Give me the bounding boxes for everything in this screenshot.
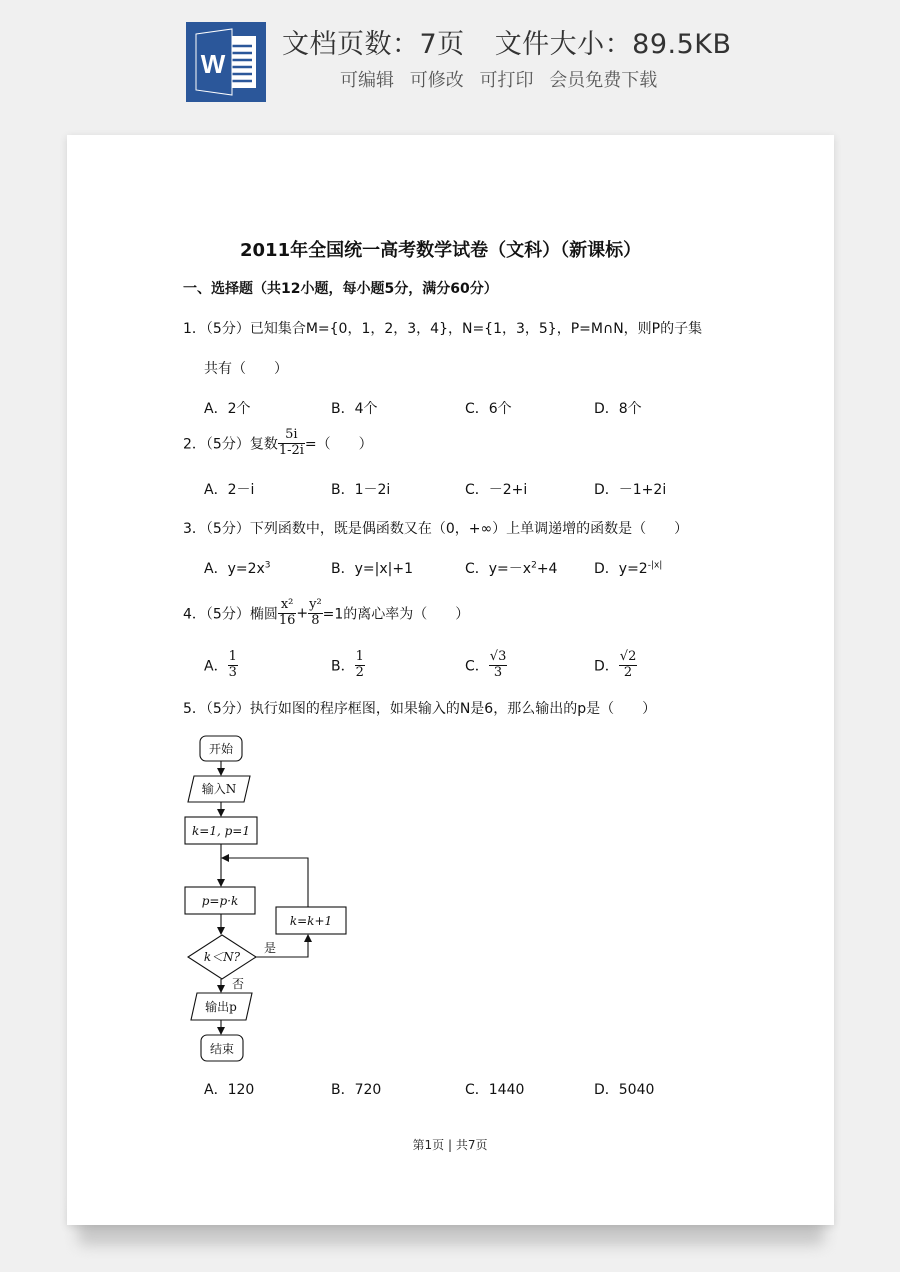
q4-option-b [331, 650, 365, 681]
word-icon-letter: W [200, 49, 226, 79]
download-header [0, 0, 900, 120]
q4-option-c-label: C． [465, 658, 489, 675]
q4-option-d-num: √2 [619, 649, 637, 664]
q1-option-b: B．4个 [331, 401, 378, 417]
word-document-icon [186, 22, 266, 102]
q1-option-c: C．6个 [465, 401, 512, 417]
program-flowchart [180, 730, 360, 1066]
q4-prefix: 4．（5分）椭圆 [183, 606, 278, 623]
q4-option-a [204, 650, 238, 681]
q4-fraction-y [308, 598, 323, 629]
q4-option-a-den: 3 [228, 664, 237, 680]
q5-option-d: D．5040 [594, 1082, 655, 1098]
feature-printable: 可打印 [479, 70, 534, 91]
q1-option-a: A．2个 [204, 401, 251, 417]
flow-multiply-label: p=p·k [201, 894, 239, 908]
q4-option-a-num: 1 [228, 649, 237, 664]
q3-option-c [465, 558, 557, 578]
feature-editable: 可编辑 [340, 70, 394, 91]
q4-plus: + [296, 605, 309, 622]
q4-option-d-label: D． [594, 658, 619, 675]
q4-f1-den: 16 [278, 612, 296, 628]
section-heading: 一、选择题（共12小题，每小题5分，满分60分） [183, 281, 498, 297]
q3-option-c-text: C．y=－x [465, 561, 532, 577]
q3-option-c-sup: 2 [531, 560, 537, 571]
q4-option-c-num: √3 [489, 649, 507, 664]
q1-option-d: D．8个 [594, 401, 642, 417]
page-count-label: 文档页数：7页 [282, 29, 465, 60]
q3-option-d [594, 558, 662, 578]
q4-option-d-den: 2 [623, 664, 633, 680]
flow-end-label: 结束 [209, 1042, 235, 1056]
q4-f2-num: y² [309, 597, 322, 612]
header-title [282, 22, 732, 61]
flow-output-label: 输出p [205, 1000, 237, 1014]
flow-start-label: 开始 [208, 742, 234, 756]
q3-option-a-text: A．y=2x [204, 561, 265, 577]
q2-option-c: C．－2+i [465, 482, 528, 498]
q4-suffix: =1的离心率为（ ） [322, 606, 470, 623]
exam-title: 2011年全国统一高考数学试卷（文科）（新课标） [240, 240, 642, 261]
q4-f1-num: x² [278, 598, 297, 614]
q2-prefix: 2．（5分）复数 [183, 436, 278, 453]
q4-fraction-x [278, 598, 297, 629]
flow-input-label: 输入N [201, 782, 237, 796]
question-1-text: 1．（5分）已知集合M={0，1，2，3，4}，N={1，3，5}，P=M∩N，则P的子集 [183, 321, 703, 337]
q5-option-b: B．720 [331, 1082, 382, 1098]
question-3-text: 3．（5分）下列函数中，既是偶函数又在（0，+∞）上单调递增的函数是（ ） [183, 521, 689, 537]
q3-option-b [331, 558, 413, 578]
q4-option-c-den: 3 [493, 664, 503, 680]
q4-option-c [465, 650, 507, 681]
feature-list [340, 66, 667, 92]
q2-fraction [278, 428, 305, 459]
q5-option-c: C．1440 [465, 1082, 525, 1098]
q4-option-c-frac [489, 650, 508, 681]
q4-option-a-label: A． [204, 658, 228, 675]
q3-option-c-tail: +4 [536, 561, 558, 577]
flow-yes-label: 是 [264, 941, 277, 955]
q2-frac-num: 5i [278, 428, 305, 444]
flow-condition-label: k＜N? [203, 950, 241, 964]
file-size-label: 文件大小：89.5KB [494, 29, 732, 60]
flow-no-label: 否 [232, 977, 245, 991]
feature-modifiable: 可修改 [409, 70, 464, 91]
q4-option-b-den: 2 [355, 664, 364, 680]
q4-option-b-frac [355, 650, 365, 681]
q3-option-d-sup: -|x| [647, 560, 663, 571]
feature-free-download: 会员免费下载 [549, 70, 658, 91]
q2-option-a: A．2－i [204, 482, 255, 498]
q2-frac-den: 1-2i [278, 442, 304, 458]
q4-f2-den: 8 [311, 612, 320, 628]
question-5-text: 5．（5分）执行如图的程序框图，如果输入的N是6，那么输出的p是（ ） [183, 701, 657, 717]
flow-increment-label: k=k+1 [289, 914, 333, 928]
page-footer: 第1页 | 共7页 [412, 1138, 488, 1152]
q4-option-d [594, 650, 637, 681]
question-4-text [183, 598, 469, 629]
flow-init-label: k=1, p=1 [192, 824, 250, 838]
q4-option-b-num: 1 [355, 649, 364, 664]
q3-option-d-text: D．y=2 [594, 561, 648, 577]
q3-option-a-sup: 3 [264, 560, 271, 571]
q4-option-a-frac [228, 650, 238, 681]
q4-option-d-frac [619, 650, 638, 681]
q2-suffix: =（ ） [304, 436, 373, 453]
q2-option-d: D．－1+2i [594, 482, 667, 498]
question-1-text-cont: 共有（ ） [204, 361, 288, 377]
question-2-text [183, 428, 373, 459]
q4-option-b-label: B． [331, 658, 355, 675]
q2-option-b: B．1－2i [331, 482, 391, 498]
q3-option-b-text: B．y=|x|+1 [331, 561, 413, 577]
q5-option-a: A．120 [204, 1082, 255, 1098]
q3-option-a [204, 558, 271, 578]
